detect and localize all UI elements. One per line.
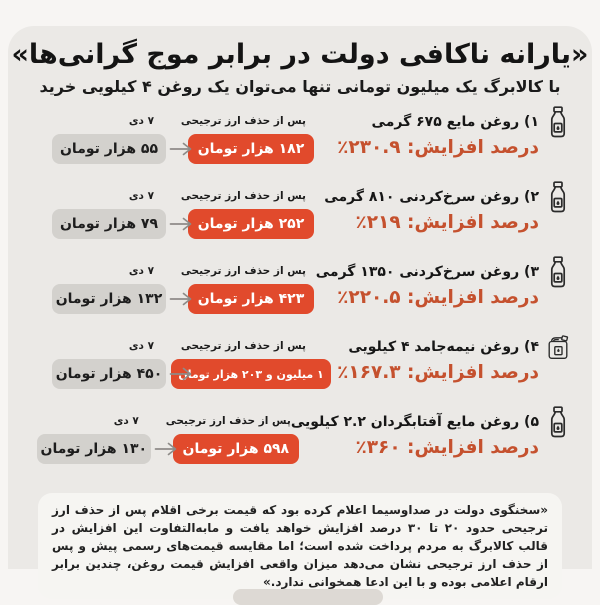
arrow-right-icon: [169, 217, 193, 231]
price-after-label: پس از حذف ارز ترجیحی: [165, 415, 291, 427]
price-after-label: پس از حذف ارز ترجیحی: [180, 190, 306, 202]
table-row: [8, 108, 592, 183]
page-subtitle: با کالابرگ یک میلیون تومانی تنها می‌توان یک روغن ۴ کیلویی خرید: [39, 77, 561, 96]
product-name-line: [316, 258, 570, 286]
arrow-right-icon: [154, 442, 178, 456]
product-rows: [8, 108, 592, 483]
price-after-label: پس از حذف ارز ترجیحی: [180, 340, 306, 352]
price-before-label: ۷ دی: [128, 340, 154, 352]
price-comparison: [52, 183, 306, 239]
arrow-right-icon: [169, 292, 193, 306]
table-row: [8, 183, 592, 258]
price-after-pill: ۱ میلیون و ۲۰۳ هزار تومان: [171, 359, 330, 389]
price-comparison: [52, 333, 324, 389]
product-name-line: [324, 183, 570, 211]
oil-bottle-icon: [546, 407, 570, 437]
arrow-right-icon: [169, 367, 193, 381]
price-comparison: [52, 258, 306, 314]
percent-increase: درصد افزایش: ۲۲۰.۵٪: [337, 287, 539, 308]
price-after-label: پس از حذف ارز ترجیحی: [180, 115, 306, 127]
page-title: «یارانه ناکافی دولت در برابر موج گرانی‌ها»: [11, 39, 589, 70]
price-after-pill: ۱۸۲ هزار تومان: [188, 134, 315, 164]
price-after-group: [180, 183, 306, 239]
product-name: ۳) روغن سرخ‌کردنی ۱۳۵۰ گرمی: [315, 264, 539, 280]
price-before-label: ۷ دی: [128, 190, 154, 202]
percent-increase: درصد افزایش: ۲۱۹٪: [355, 212, 539, 233]
product-info: [316, 258, 570, 308]
product-info: [324, 183, 570, 233]
percent-increase: درصد افزایش: ۱۶۷.۳٪: [337, 362, 539, 383]
price-before-label: ۷ دی: [128, 115, 154, 127]
price-before-label: ۷ دی: [128, 265, 154, 277]
price-comparison: [37, 408, 291, 464]
price-before-group: [52, 108, 166, 164]
oil-bottle-icon: [546, 257, 570, 287]
price-before-label: ۷ دی: [113, 415, 139, 427]
percent-increase: درصد افزایش: ۳۶۰٪: [355, 437, 539, 458]
oil-bottle-icon: [546, 107, 570, 137]
bottom-cutoff-pill: [233, 589, 383, 605]
product-info: [337, 108, 570, 158]
product-name: ۱) روغن مایع ۶۷۵ گرمی: [371, 114, 539, 130]
product-name: ۲) روغن سرخ‌کردنی ۸۱۰ گرمی: [324, 189, 539, 205]
price-after-group: [180, 108, 306, 164]
price-before-group: [52, 333, 166, 389]
price-before-pill: ۴۵۰ هزار تومان: [52, 359, 166, 389]
price-before-pill: ۷۹ هزار تومان: [52, 209, 166, 239]
oil-jug-icon: [546, 332, 570, 362]
price-before-pill: ۱۳۲ هزار تومان: [52, 284, 166, 314]
price-after-pill: ۴۲۳ هزار تومان: [188, 284, 315, 314]
price-after-pill: ۲۵۲ هزار تومان: [188, 209, 315, 239]
price-after-group: [180, 258, 306, 314]
product-info: [337, 333, 570, 383]
product-name-line: [291, 408, 570, 436]
price-comparison: [52, 108, 306, 164]
price-before-pill: ۵۵ هزار تومان: [52, 134, 166, 164]
footnote: «سخنگوی دولت در صداوسیما اعلام کرده بود که قیمت برخی اقلام پس از حذف ارز ترجیحی حدود ۲۰ تا ۳۰ درصد افزایش خواهد یافت و مابه‌التفاوت این افزایش در قالب کالابرگ به مردم پرداخت شده است؛ اما مقایسه قیمت‌های رسمی پیش و پس از حذف ارز ترجیحی نشان می‌دهد میزان واقعی افزایش قیمت روغن، چندین برابر ارقام اعلامی بوده و با این ادعا همخوانی ندارد.»: [38, 493, 562, 599]
table-row: [8, 333, 592, 408]
product-name-line: [348, 333, 570, 361]
table-row: [8, 258, 592, 333]
price-before-group: [37, 408, 151, 464]
product-name-line: [372, 108, 570, 136]
product-name: ۴) روغن نیمه‌جامد ۴ کیلویی: [348, 339, 539, 355]
arrow-right-icon: [169, 142, 193, 156]
table-row: [8, 408, 592, 483]
product-name: ۵) روغن مایع آفتابگردان ۲.۲ کیلویی: [290, 414, 539, 430]
price-before-pill: ۱۳۰ هزار تومان: [37, 434, 151, 464]
percent-increase: درصد افزایش: ۲۳۰.۹٪: [337, 137, 539, 158]
oil-bottle-icon: [546, 182, 570, 212]
price-before-group: [52, 183, 166, 239]
price-after-group: [165, 408, 291, 464]
price-after-group: [178, 333, 324, 389]
price-after-pill: ۵۹۸ هزار تومان: [173, 434, 300, 464]
infographic-card: [8, 26, 592, 589]
price-after-label: پس از حذف ارز ترجیحی: [180, 265, 306, 277]
price-before-group: [52, 258, 166, 314]
product-info: [291, 408, 570, 458]
